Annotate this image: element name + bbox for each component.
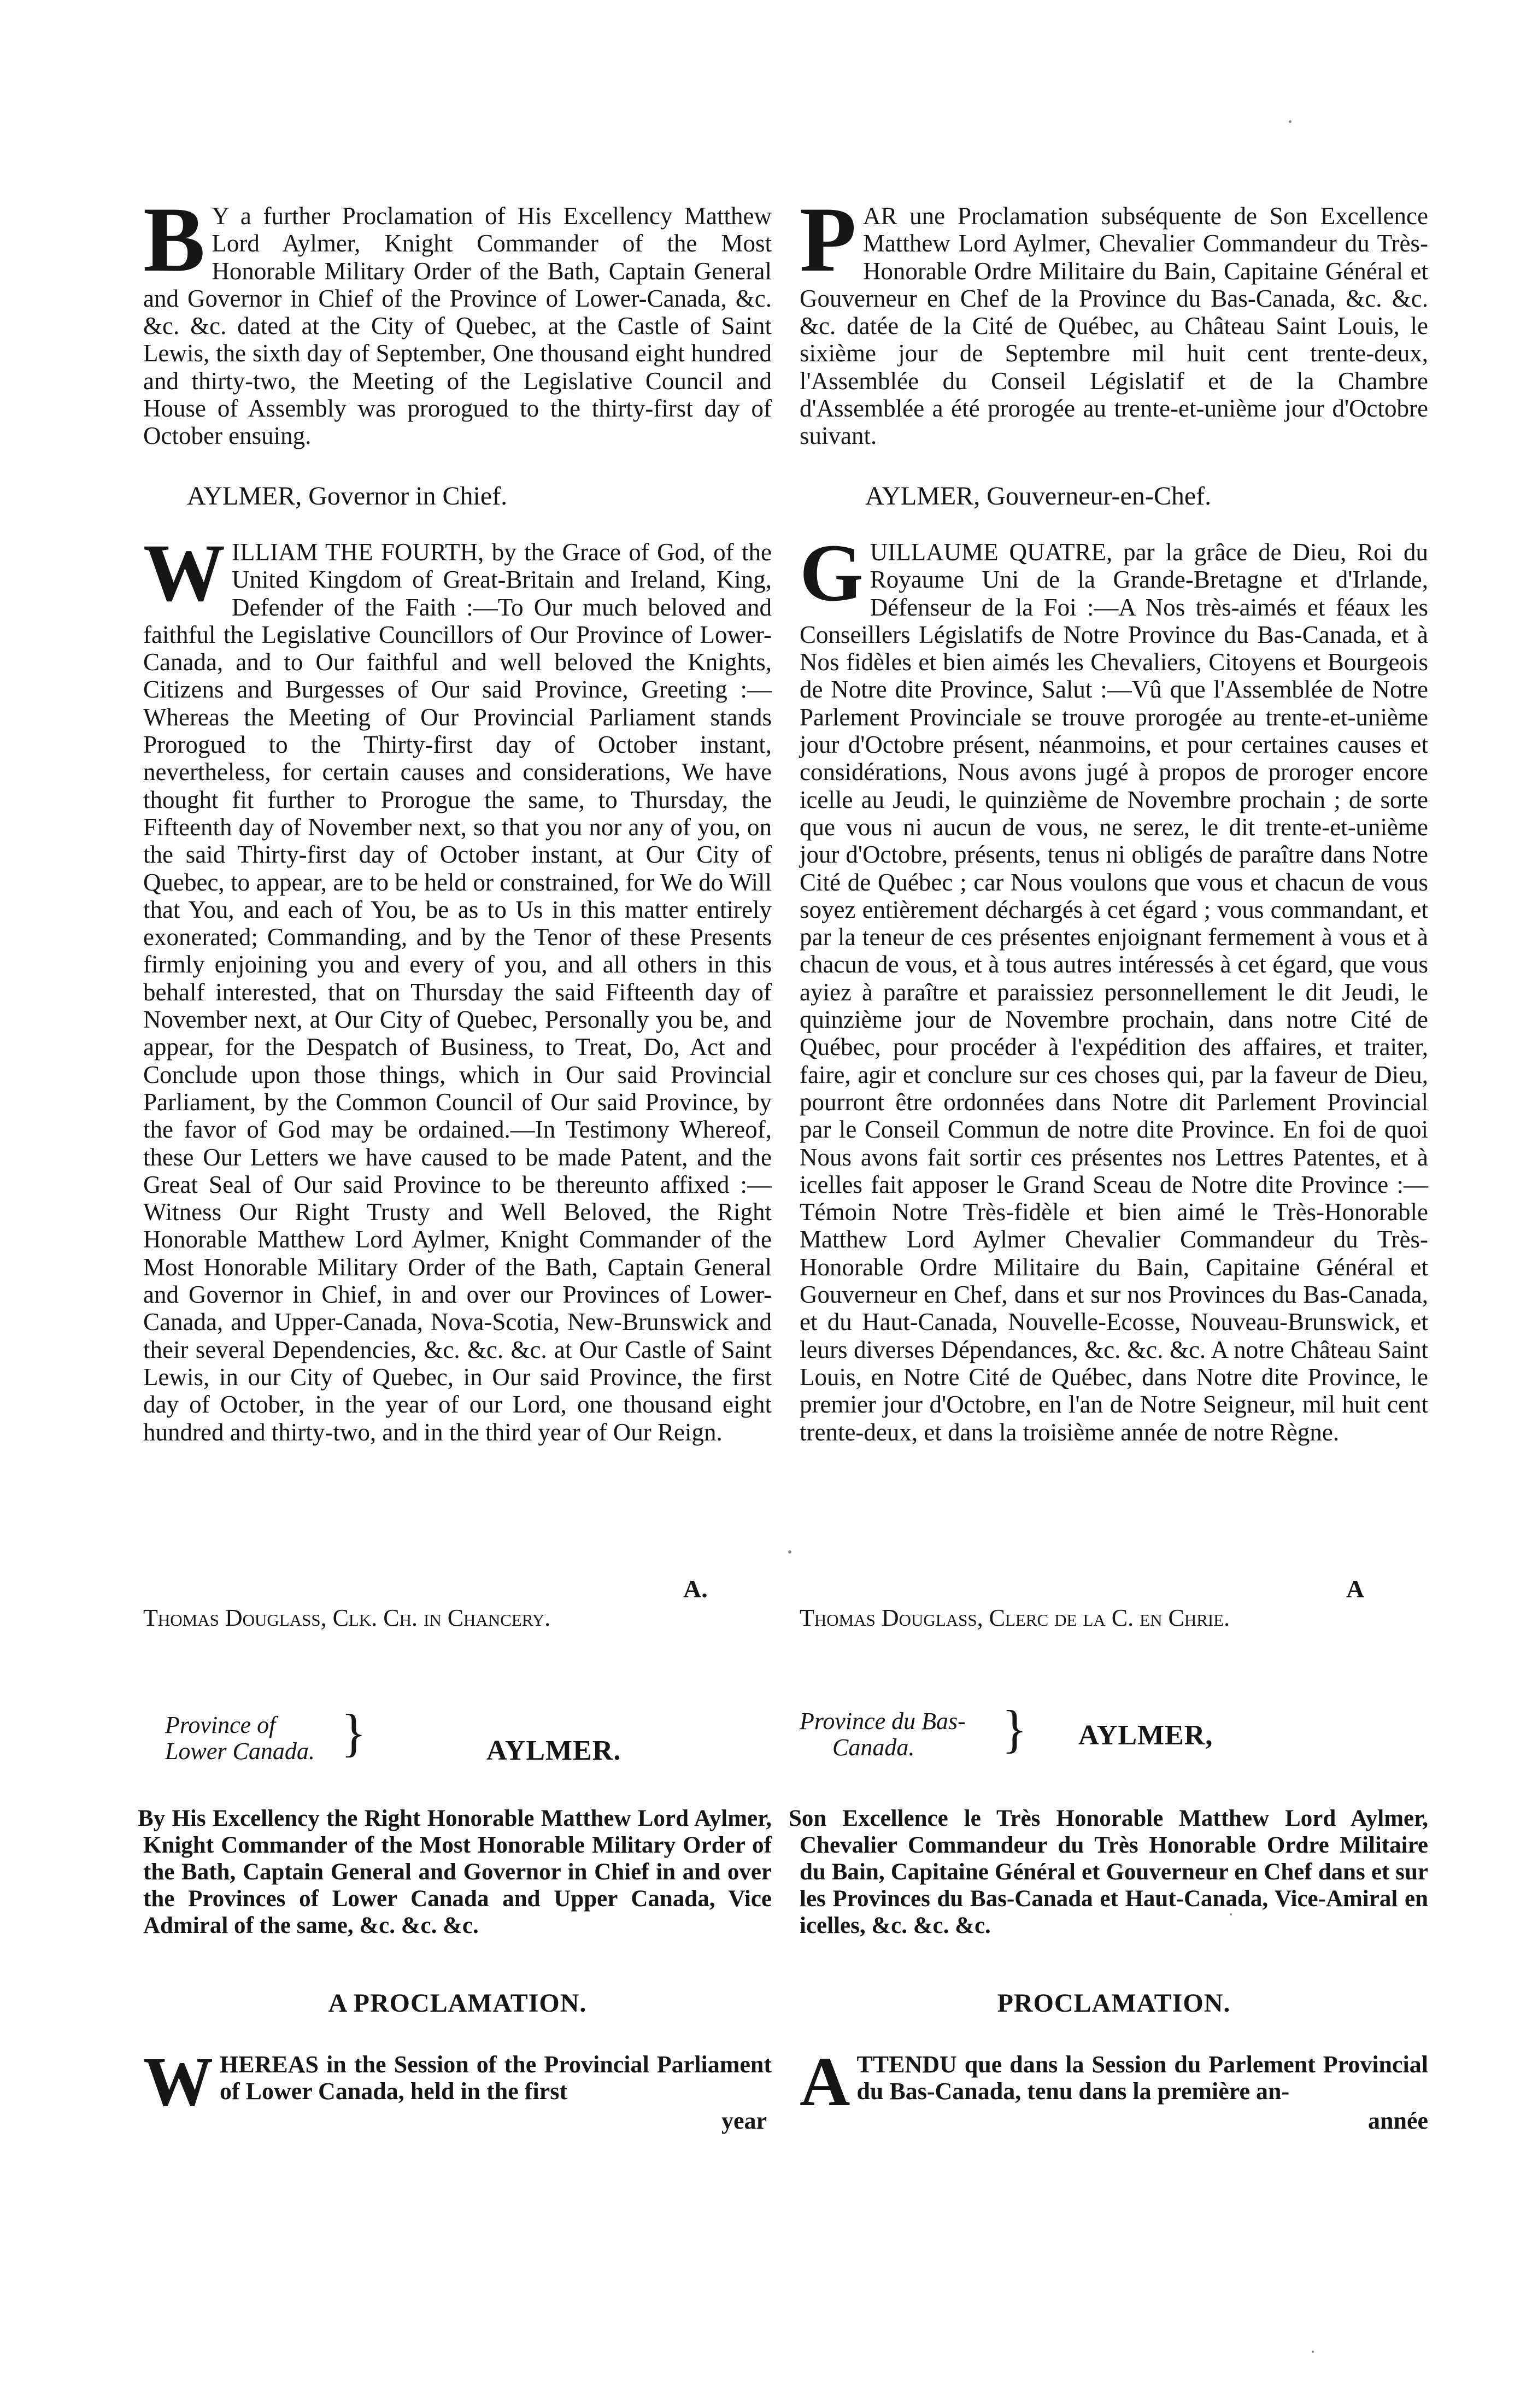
en-province-label — [165, 1712, 315, 1765]
fr-attendu-paragraph — [800, 2043, 1428, 2120]
en-royal-proclamation-text: ILLIAM THE FOURTH, by the Grace of God, of the United Kingdom of Great-Britain and Ireland, King, Defender of the Faith :—To Our much beloved and faithful the Legislative Councillors of Our Province of Lower-Canada, and to Our faithful and well beloved the Knights, Citizens and Burgesses of Our said Province, Greeting :—Whereas the Meeting of Our Provincial Parliament stands Prorogued to the Thirty-first day of October instant, nevertheless, for certain causes and considerations, We have thought fit further to Prorogue the same, to Thursday, the Fifteenth day of November next, so that you nor any of you, on the said Thirty-first day of October instant, at Our City of Quebec, to appear, are to be held or constrained, for We do Will that You, and each of You, be as to Us in this matter entirely exonerated; Commanding, and by the Tenor of these Presents firmly enjoining you and every of you, and all others in this behalf interested, that on Thursday the said Fifteenth day of November next, at Our City of Quebec, Personally you be, and appear, for the Despatch of Business, to Treat, Do, Act and Conclude upon those things, which in Our said Provincial Parliament, by the Common Council of Our said Province, by the favor of God may be ordained.—In Testimony Whereof, these Our Letters we have caused to be made Patent, and the Great Seal of Our said Province to be thereunto affixed :—Witness Our Right Trusty and Well Beloved, the Right Honorable Matthew Lord Aylmer, Knight Commander of the Most Honorable Military Order of the Bath, Captain General and Governor in Chief, in and over our Provinces of Lower-Canada, and Upper-Canada, Nova-Scotia, New-Brunswick and their several Dependencies, &c. &c. &c. at Our Castle of Saint Lewis, in our City of Quebec, in Our said Province, the first day of October, in the year of our Lord, one thousand eight hundred and thirty-two, and in the third year of Our Reign. — [143, 538, 772, 1446]
fr-signature-governor: AYLMER, Gouverneur-en-Chef. — [865, 482, 1212, 511]
en-prorogation-notice — [143, 188, 772, 450]
fr-province-label — [800, 1708, 966, 1761]
en-province-line2: Lower Canada. — [165, 1738, 315, 1765]
en-whereas-paragraph — [143, 2043, 772, 2120]
en-catchword: year — [721, 2107, 767, 2134]
en-signature-governor: AYLMER, Governor in Chief. — [187, 482, 508, 511]
en-aylmer-heading: AYLMER. — [486, 1735, 621, 1766]
en-whereas-text: HEREAS in the Session of the Provincial Parliament of Lower Canada, held in the first — [220, 2051, 772, 2105]
fr-marker: A — [1346, 1575, 1365, 1603]
fr-aylmer-heading: AYLMER, — [1078, 1720, 1213, 1751]
fr-proclamation-heading: PROCLAMATION. — [997, 1989, 1231, 2018]
fr-prorogation-text: AR une Proclamation subséquente de Son Excellence Matthew Lord Aylmer, Chevalier Commandeur du Très-Honorable Ordre Militaire du Bain, Capitaine Général et Gouverneur en Chef de la Province du Bas-Canada, &c. &c. &c. datée de la Cité de Québec, au Château Saint Louis, le sixième jour de Septembre mil huit cent trente-deux, l'Assemblée du Conseil Législatif et de la Chambre d'Assemblée a été prorogée au trente-et-unième jour d'Octobre suivant. — [800, 202, 1428, 450]
fr-dropcap-g: G — [800, 528, 864, 618]
fr-province-line2: Canada. — [832, 1734, 915, 1761]
fr-dropcap-p: P — [800, 188, 856, 291]
fr-brace: } — [1002, 1700, 1028, 1758]
paper-speck — [1312, 2351, 1314, 2353]
fr-province-line1: Province du Bas- — [800, 1708, 966, 1735]
en-dropcap-b: B — [143, 188, 206, 291]
fr-declaration: Son Excellence le Très Honorable Matthew Lord Aylmer, Chevalier Commandeur du Très Honorable Ordre Militaire du Bain, Capitaine Général et Gouverneur en Chef dans et sur les Provinces du Bas-Canada et Haut-Canada, Vice-Amiral en icelles, &c. &c. &c. — [789, 1806, 1428, 1938]
fr-attendu-text: TTENDU que dans la Session du Parlement Provincial du Bas-Canada, tenu dans la première an- — [856, 2051, 1428, 2105]
en-royal-proclamation — [143, 528, 772, 1446]
en-clerk-signature: Thomas Douglass, Clk. Ch. in Chancery. — [143, 1604, 551, 1631]
paper-speck — [1289, 120, 1292, 123]
fr-clerk-signature: Thomas Douglass, Clerc de la C. en Chrie. — [800, 1604, 1230, 1631]
fr-dropcap-a: A — [800, 2043, 850, 2120]
en-declaration: By His Excellency the Right Honorable Matthew Lord Aylmer, Knight Commander of the Most Honorable Military Order of the Bath, Captain General and Governor in Chief in and over the Provinces of Lower Canada and Upper Canada, Vice Admiral of the same, &c. &c. &c. — [138, 1806, 772, 1938]
en-prorogation-text: Y a further Proclamation of His Excellency Matthew Lord Aylmer, Knight Commander of the Most Honorable Military Order of the Bath, Captain General and Governor in Chief of the Province of Lower-Canada, &c. &c. &c. dated at the City of Quebec, at the Castle of Saint Lewis, the sixth day of September, One thousand eight hundred and thirty-two, the Meeting of the Legislative Council and House of Assembly was prorogued to the thirty-first day of October ensuing. — [143, 202, 772, 450]
en-dropcap-w2: W — [143, 2043, 213, 2120]
en-dropcap-w: W — [143, 528, 225, 618]
fr-prorogation-notice — [800, 188, 1428, 450]
en-brace: } — [341, 1703, 367, 1762]
en-proclamation-heading: A PROCLAMATION. — [328, 1989, 587, 2018]
paper-speck — [788, 1550, 791, 1554]
en-marker: A. — [683, 1575, 708, 1603]
fr-royal-proclamation-text: UILLAUME QUATRE, par la grâce de Dieu, Roi du Royaume Uni de la Grande-Bretagne et d'Irlande, Défenseur de la Foi :—A Nos très-aimés et féaux les Conseillers Législatifs de Notre Province du Bas-Canada, et à Nos fidèles et bien aimés les Chevaliers, Citoyens et Bourgeois de Notre dite Province, Salut :—Vû que l'Assemblée de Notre Parlement Provinciale se trouve prorogée au trente-et-unième jour d'Octobre présent, néanmoins, et pour certaines causes et considérations, Nous avons jugé à propos de proroger encore icelle au Jeudi, le quinzième de Novembre prochain ; de sorte que vous ni aucun de vous, ne serez, le dit trente-et-unième jour d'Octobre, présents, tenus ni obligés de paraître dans Notre Cité de Québec ; car Nous voulons que vous et chacun de vous soyez entièrement déchargés à cet égard ; vous commandant, et par la teneur de ces présentes enjoignant fermement à vous et à chacun de vous, et à tous autres intéressés à cet égard, que vous ayiez à paraître et paraissiez personnellement le dit Jeudi, le quinzième jour de Novembre prochain, dans notre Cité de Québec, pour procéder à l'expédition des affaires, et traiter, faire, agir et conclure sur ces choses qui, par la faveur de Dieu, pourront être ordonnées dans Notre dit Parlement Provincial par le Conseil Commun de notre dite Province. En foi de quoi Nous avons fait sortir ces présentes nos Lettres Patentes, et à icelles fait apposer le Grand Sceau de Notre dite Province :—Témoin Notre Très-fidèle et bien aimé le Très-Honorable Matthew Lord Aylmer Chevalier Commandeur du Très-Honorable Ordre Militaire du Bain, Capitaine Général et Gouverneur en Chef, dans et sur nos Provinces du Bas-Canada, et du Haut-Canada, Nouvelle-Ecosse, Nouveau-Brunswick, et leurs diverses Dépendances, &c. &c. &c. A notre Château Saint Louis, en Notre Cité de Québec, dans Notre dite Province, le premier jour d'Octobre, en l'an de Notre Seigneur, mil huit cent trente-deux, et dans la troisième année de notre Règne. — [800, 538, 1428, 1446]
fr-royal-proclamation — [800, 528, 1428, 1446]
fr-catchword: année — [1368, 2107, 1428, 2134]
paper-speck — [1230, 1913, 1232, 1915]
en-province-line1: Province of — [165, 1712, 276, 1738]
